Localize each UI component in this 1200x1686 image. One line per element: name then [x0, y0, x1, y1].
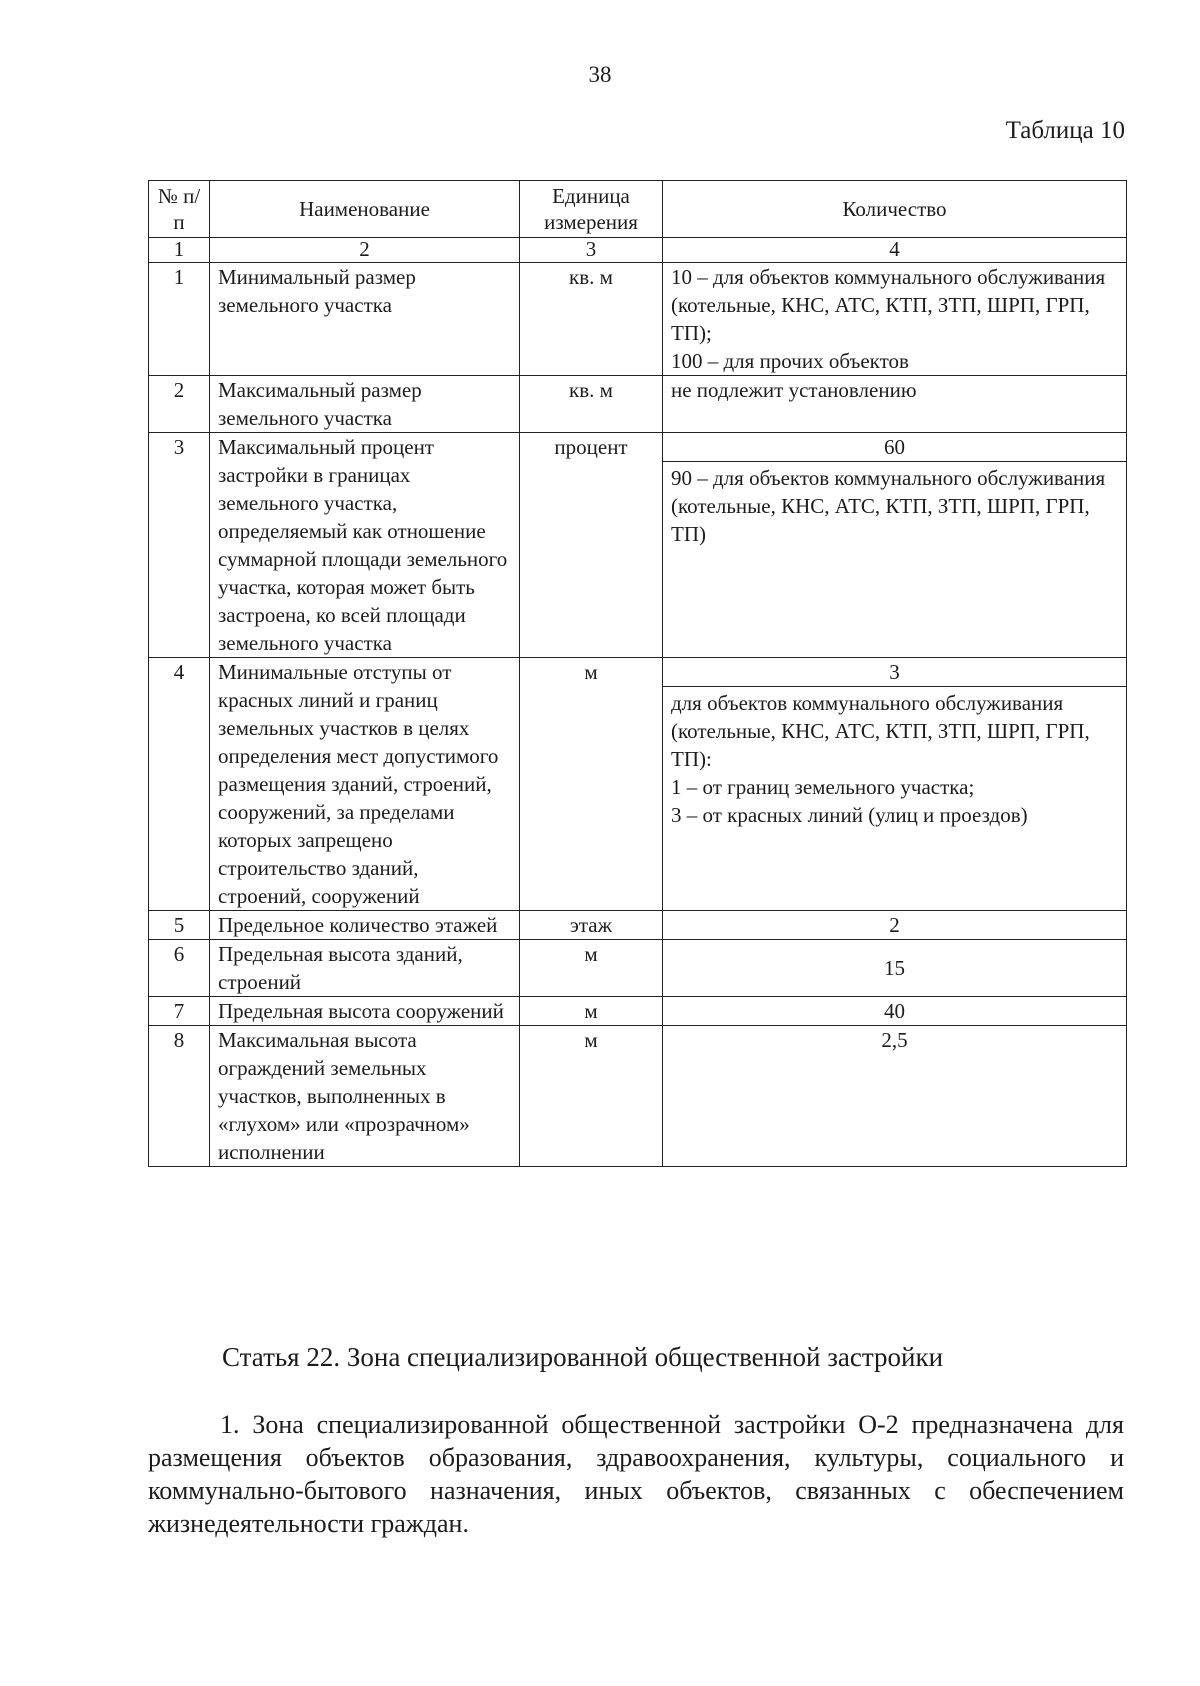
table-row	[149, 997, 1127, 1026]
row-name: Предельная высота сооружений	[210, 997, 520, 1026]
row-quantity: 40	[663, 997, 1127, 1026]
header-unit: Единица измерения	[520, 181, 663, 238]
quantity-line: 10 – для объектов коммунального обслуживания (котельные, КНС, АТС, КТП, ЗТП, ШРП, ГРП, ТП);	[671, 265, 1106, 345]
quantity-line: не подлежит установлению	[671, 378, 917, 402]
row-number: 3	[149, 433, 210, 658]
row-quantity	[663, 658, 1127, 911]
row-unit: кв. м	[520, 376, 663, 433]
row-number: 8	[149, 1026, 210, 1167]
parameters-table	[148, 180, 1127, 1167]
quantity-line: 90 – для объектов коммунального обслуживания (котельные, КНС, АТС, КТП, ЗТП, ШРП, ГРП, ТП)	[671, 466, 1106, 546]
row-unit: м	[520, 997, 663, 1026]
row-number: 2	[149, 376, 210, 433]
column-number: 2	[210, 238, 520, 263]
row-unit: процент	[520, 433, 663, 658]
table-row	[149, 263, 1127, 376]
row-unit: м	[520, 940, 663, 997]
row-name: Предельное количество этажей	[210, 911, 520, 940]
table-row	[149, 658, 1127, 911]
table-row	[149, 433, 1127, 658]
row-name: Предельная высота зданий, строений	[210, 940, 520, 997]
row-name: Минимальные отступы от красных линий и границ земельных участков в целях определения мест допустимого размещения зданий, строений, сооружений, за пределами которых запрещено строительство зданий, строений, сооружений	[210, 658, 520, 911]
page-number: 38	[588, 62, 612, 87]
row-quantity: 2,5	[663, 1026, 1127, 1167]
column-number: 4	[663, 238, 1127, 263]
column-number: 3	[520, 238, 663, 263]
quantity-line: для объектов коммунального обслуживания (котельные, КНС, АТС, КТП, ЗТП, ШРП, ГРП, ТП):	[671, 691, 1090, 771]
row-quantity	[663, 263, 1127, 376]
row-number: 4	[149, 658, 210, 911]
row-number: 1	[149, 263, 210, 376]
row-unit: м	[520, 658, 663, 911]
quantity-main-value: 3	[663, 658, 1126, 687]
column-number: 1	[149, 238, 210, 263]
quantity-value: 15	[884, 956, 905, 980]
row-name: Максимальная высота ограждений земельных участков, выполненных в «глухом» или «прозрачном» исполнении	[210, 1026, 520, 1167]
table-row	[149, 376, 1127, 433]
row-name: Минимальный размер земельного участка	[210, 263, 520, 376]
quantity-main-value: 60	[663, 433, 1126, 462]
table-header-row	[149, 181, 1127, 238]
column-number-row	[149, 238, 1127, 263]
row-quantity	[663, 940, 1127, 997]
row-number: 7	[149, 997, 210, 1026]
article-title: Статья 22. Зона специализированной общественной застройки	[222, 1342, 944, 1372]
table-row	[149, 940, 1127, 997]
row-name: Максимальный размер земельного участка	[210, 376, 520, 433]
row-quantity	[663, 376, 1127, 433]
article-paragraph: 1. Зона специализированной общественной застройки О-2 предназначена для размещения объектов образования, здравоохранения, культуры, социального и коммунально-бытового назначения, иных объектов, связанных с обеспечением жизнедеятельности граждан.	[148, 1410, 1124, 1538]
row-number: 5	[149, 911, 210, 940]
row-unit: этаж	[520, 911, 663, 940]
quantity-line: 1 – от границ земельного участка;	[671, 775, 975, 799]
quantity-line: 3 – от красных линий (улиц и проездов)	[671, 803, 1028, 827]
row-unit: м	[520, 1026, 663, 1167]
quantity-line: 100 – для прочих объектов	[671, 349, 909, 373]
header-number: № п/п	[149, 181, 210, 238]
table-row	[149, 911, 1127, 940]
row-name: Максимальный процент застройки в границах земельного участка, определяемый как отношение суммарной площади земельного участка, которая может быть застроена, ко всей площади земельного участка	[210, 433, 520, 658]
row-quantity	[663, 433, 1127, 658]
table-row	[149, 1026, 1127, 1167]
header-quantity: Количество	[663, 181, 1127, 238]
row-number: 6	[149, 940, 210, 997]
row-unit: кв. м	[520, 263, 663, 376]
row-quantity: 2	[663, 911, 1127, 940]
header-name: Наименование	[210, 181, 520, 238]
table-caption: Таблица 10	[1005, 117, 1125, 144]
